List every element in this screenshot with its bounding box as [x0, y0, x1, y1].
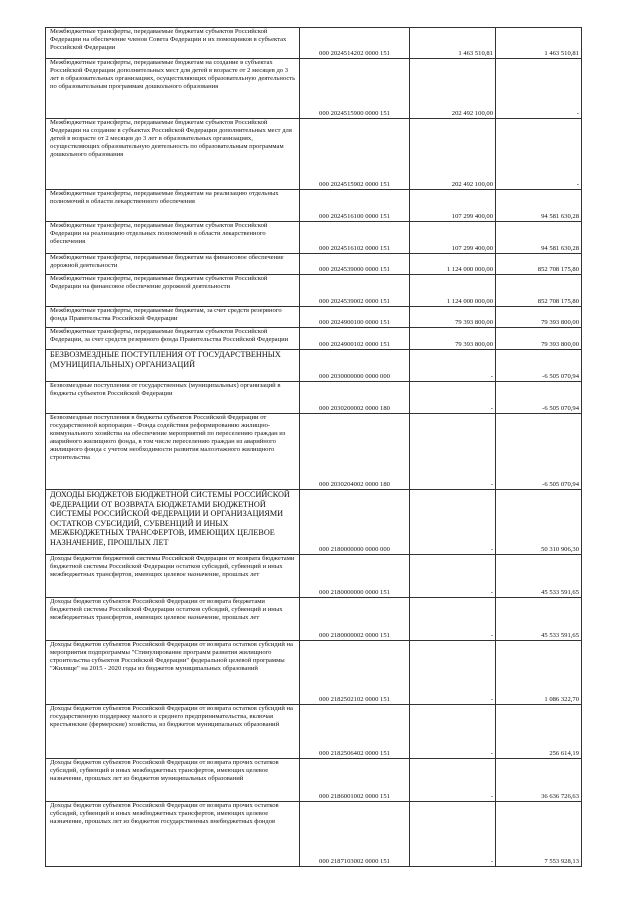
- row-plan-cell: -: [410, 759, 496, 802]
- table-row: [46, 759, 582, 802]
- row-fact-cell: 1 463 510,81: [496, 28, 582, 59]
- table-row: [46, 28, 582, 59]
- table-row: [46, 275, 582, 307]
- row-plan-cell: 79 393 800,00: [410, 307, 496, 328]
- row-plan-cell: -: [410, 414, 496, 490]
- row-plan-cell: -: [410, 382, 496, 414]
- row-fact-cell: -6 505 070,94: [496, 414, 582, 490]
- row-plan-cell: -: [410, 350, 496, 382]
- table-row: [46, 222, 582, 254]
- row-fact-cell: 852 708 175,80: [496, 275, 582, 307]
- row-plan-cell: 1 463 510,81: [410, 28, 496, 59]
- row-name-cell: Межбюджетные трансферты, передаваемые бюджетам субъектов Российской Федерации на создание в субъектах Российской Федерации дополнительных мест для детей в возрасте от 2 месяцев до 3 лет в образовательных организациях, осуществляющих образовательную деятельность по образовательным программам дошкольного образования: [46, 119, 300, 190]
- row-name-cell: ДОХОДЫ БЮДЖЕТОВ БЮДЖЕТНОЙ СИСТЕМЫ РОССИЙСКОЙ ФЕДЕРАЦИИ ОТ ВОЗВРАТА БЮДЖЕТАМИ БЮДЖЕТНОЙ СИСТЕМЫ РОССИЙСКОЙ ФЕДЕРАЦИИ И ОРГАНИЗАЦИЯМИ ОСТАТКОВ СУБСИДИЙ, СУБВЕНЦИЙ И ИНЫХ МЕЖБЮДЖЕТНЫХ ТРАНСФЕРТОВ, ИМЕЮЩИХ ЦЕЛЕВОЕ НАЗНАЧЕНИЕ, ПРОШЛЫХ ЛЕТ: [46, 490, 300, 555]
- table-row: [46, 328, 582, 350]
- row-code-cell: 000 2180000002 0000 151: [300, 598, 410, 641]
- row-code-cell: 000 2024900102 0000 151: [300, 328, 410, 350]
- row-name-cell: Доходы бюджетов субъектов Российской Федерации от возврата прочих остатков субсидий, субвенций и иных межбюджетных трансфертов, имеющих целевое назначение, прошлых лет из бюджетов муниципальных образований: [46, 759, 300, 802]
- row-code-cell: 000 2186001002 0000 151: [300, 759, 410, 802]
- revenue-table: [45, 27, 582, 867]
- row-name-cell: Межбюджетные трансферты, передаваемые бюджетам субъектов Российской Федерации на финансовое обеспечение дорожной деятельности: [46, 275, 300, 307]
- row-fact-cell: 256 614,19: [496, 705, 582, 759]
- row-code-cell: 000 2180000000 0000 000: [300, 490, 410, 555]
- row-name-cell: Безвозмездные поступления в бюджеты субъектов Российской Федерации от государственной корпорации - Фонда содействия реформированию жилищно-коммунального хозяйства на обеспечение мероприятий по переселению граждан из аварийного жилищного фонда, в том числе переселению граждан из аварийного жилищного фонда с учетом необходимости развития малоэтажного жилищного строительства: [46, 414, 300, 490]
- row-code-cell: 000 2024516100 0000 151: [300, 190, 410, 222]
- revenue-table-body: [46, 28, 582, 867]
- row-fact-cell: -: [496, 119, 582, 190]
- budget-table-page: [45, 27, 581, 867]
- row-plan-cell: 107 299 400,00: [410, 222, 496, 254]
- table-row: [46, 641, 582, 705]
- table-row: [46, 555, 582, 598]
- row-code-cell: 000 2024516102 0000 151: [300, 222, 410, 254]
- row-plan-cell: 79 393 800,00: [410, 328, 496, 350]
- table-row: [46, 414, 582, 490]
- table-row: [46, 190, 582, 222]
- row-fact-cell: -: [496, 59, 582, 119]
- row-fact-cell: 94 581 630,28: [496, 190, 582, 222]
- row-fact-cell: 45 533 591,65: [496, 555, 582, 598]
- row-plan-cell: -: [410, 598, 496, 641]
- row-plan-cell: 202 492 100,00: [410, 59, 496, 119]
- row-code-cell: 000 2024900100 0000 151: [300, 307, 410, 328]
- row-plan-cell: -: [410, 490, 496, 555]
- row-plan-cell: -: [410, 705, 496, 759]
- row-plan-cell: -: [410, 555, 496, 598]
- row-plan-cell: -: [410, 802, 496, 867]
- row-code-cell: 000 2024539002 0000 151: [300, 275, 410, 307]
- row-code-cell: 000 2024515900 0000 151: [300, 59, 410, 119]
- row-name-cell: Межбюджетные трансферты, передаваемые бюджетам субъектов Российской Федерации на обеспечение членов Совета Федерации и их помощников в субъектах Российской Федерации: [46, 28, 300, 59]
- row-code-cell: 000 2187103002 0000 151: [300, 802, 410, 867]
- table-row: [46, 59, 582, 119]
- row-code-cell: 000 2024539000 0000 151: [300, 254, 410, 275]
- row-name-cell: Доходы бюджетов бюджетной системы Российской Федерации от возврата бюджетами бюджетной системы Российской Федерации остатков субсидий, субвенций и иных межбюджетных трансфертов, имеющих целевое назначение, прошлых лет: [46, 555, 300, 598]
- table-row: [46, 705, 582, 759]
- table-row: [46, 802, 582, 867]
- table-row: [46, 307, 582, 328]
- row-plan-cell: 1 124 000 000,00: [410, 275, 496, 307]
- row-name-cell: БЕЗВОЗМЕЗДНЫЕ ПОСТУПЛЕНИЯ ОТ ГОСУДАРСТВЕННЫХ (МУНИЦИПАЛЬНЫХ) ОРГАНИЗАЦИЙ: [46, 350, 300, 382]
- row-name-cell: Межбюджетные трансферты, передаваемые бюджетам, за счет средств резервного фонда Правительства Российской Федерации: [46, 307, 300, 328]
- table-row: [46, 598, 582, 641]
- row-code-cell: 000 2030000000 0000 000: [300, 350, 410, 382]
- row-code-cell: 000 2182506402 0000 151: [300, 705, 410, 759]
- row-fact-cell: 7 553 928,13: [496, 802, 582, 867]
- row-fact-cell: 1 086 322,70: [496, 641, 582, 705]
- row-plan-cell: 1 124 000 000,00: [410, 254, 496, 275]
- row-fact-cell: 36 636 726,63: [496, 759, 582, 802]
- row-fact-cell: 852 708 175,80: [496, 254, 582, 275]
- row-name-cell: Межбюджетные трансферты, передаваемые бюджетам на финансовое обеспечение дорожной деятельности: [46, 254, 300, 275]
- row-fact-cell: -6 505 070,94: [496, 382, 582, 414]
- table-row: [46, 350, 582, 382]
- row-fact-cell: 94 581 630,28: [496, 222, 582, 254]
- row-name-cell: Межбюджетные трансферты, передаваемые бюджетам субъектов Российской Федерации на реализацию отдельных полномочий в области лекарственного обеспечения: [46, 222, 300, 254]
- table-row: [46, 254, 582, 275]
- row-code-cell: 000 2182502102 0000 151: [300, 641, 410, 705]
- row-plan-cell: -: [410, 641, 496, 705]
- row-name-cell: Доходы бюджетов субъектов Российской Федерации от возврата остатков субсидий на мероприятия подпрограммы "Стимулирование программ развития жилищного строительства субъектов Российской Федерации" федеральной целевой программы "Жилище" на 2015 - 2020 годы из бюджетов муниципальных образований: [46, 641, 300, 705]
- row-fact-cell: 45 533 591,65: [496, 598, 582, 641]
- row-code-cell: 000 2024514202 0000 151: [300, 28, 410, 59]
- row-code-cell: 000 2180000000 0000 151: [300, 555, 410, 598]
- row-name-cell: Межбюджетные трансферты, передаваемые бюджетам на реализацию отдельных полномочий в области лекарственного обеспечения: [46, 190, 300, 222]
- row-code-cell: 000 2030200002 0000 180: [300, 382, 410, 414]
- row-name-cell: Доходы бюджетов субъектов Российской Федерации от возврата прочих остатков субсидий, субвенций и иных межбюджетных трансфертов, имеющих целевое назначение, прошлых лет из бюджетов государственных внебюджетных фондов: [46, 802, 300, 867]
- row-name-cell: Безвозмездные поступления от государственных (муниципальных) организаций в бюджеты субъектов Российской Федерации: [46, 382, 300, 414]
- row-name-cell: Доходы бюджетов субъектов Российской Федерации от возврата бюджетами бюджетной системы Российской Федерации остатков субсидий, субвенций и иных межбюджетных трансфертов, имеющих целевое назначение, прошлых лет: [46, 598, 300, 641]
- row-name-cell: Доходы бюджетов субъектов Российской Федерации от возврата остатков субсидий на государственную поддержку малого и среднего предпринимательства, включая крестьянские (фермерские) хозяйства, из бюджетов муниципальных образований: [46, 705, 300, 759]
- row-name-cell: Межбюджетные трансферты, передаваемые бюджетам субъектов Российской Федерации, за счет средств резервного фонда Правительства Российской Федерации: [46, 328, 300, 350]
- row-fact-cell: 79 393 800,00: [496, 328, 582, 350]
- table-row: [46, 490, 582, 555]
- row-code-cell: 000 2030204002 0000 180: [300, 414, 410, 490]
- row-name-cell: Межбюджетные трансферты, передаваемые бюджетам на создание в субъектах Российской Федерации дополнительных мест для детей в возрасте от 2 месяцев до 3 лет в образовательных организациях, осуществляющих образовательную деятельность по образовательным программам дошкольного образования: [46, 59, 300, 119]
- table-row: [46, 119, 582, 190]
- table-row: [46, 382, 582, 414]
- row-plan-cell: 202 492 100,00: [410, 119, 496, 190]
- row-fact-cell: 79 393 800,00: [496, 307, 582, 328]
- row-code-cell: 000 2024515902 0000 151: [300, 119, 410, 190]
- row-fact-cell: -6 505 070,94: [496, 350, 582, 382]
- row-fact-cell: 50 310 906,30: [496, 490, 582, 555]
- row-plan-cell: 107 299 400,00: [410, 190, 496, 222]
